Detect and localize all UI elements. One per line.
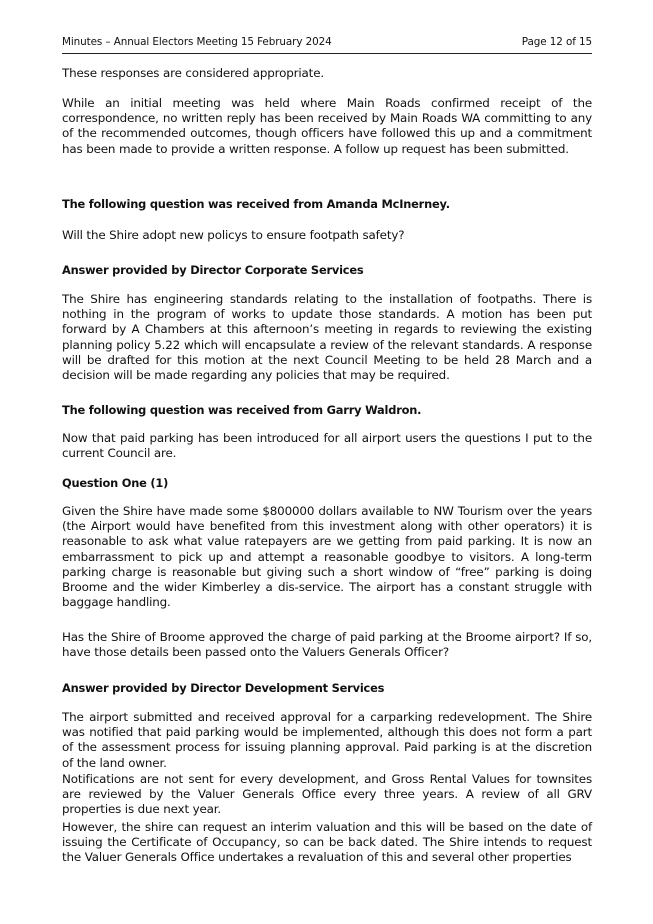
question-one-approval: Has the Shire of Broome approved the charge of paid parking at the Broome airport? If so, have those details been passed onto the Valuers Generals Officer? bbox=[62, 630, 592, 660]
heading-answer-development: Answer provided by Director Development Services bbox=[62, 681, 385, 695]
page-header bbox=[62, 36, 592, 52]
paragraph-main-roads: While an initial meeting was held where Main Roads confirmed receipt of the correspondence, no written reply has been received by Main Roads WA committing to any of the recommended outcomes, though officers have followed this up and a commitment has been made to provide a written response. A follow up request has been submitted. bbox=[62, 96, 592, 156]
answer-footpath-standards: The Shire has engineering standards relating to the installation of footpaths. There is nothing in the program of works to update those standards. A motion has been put forward by A Chambers at this afternoon’s meeting in regards to reviewing the existing planning policy 5.22 which will encapsulate a review of the relevant standards. A response will be drafted for this motion at the next Council Meeting to be held 28 March and a decision will be made regarding any policies that may be required. bbox=[62, 292, 592, 383]
header-title: Minutes – Annual Electors Meeting 15 February 2024 bbox=[62, 36, 332, 48]
heading-question-one: Question One (1) bbox=[62, 476, 169, 490]
header-divider bbox=[62, 53, 592, 54]
answer-interim-valuation: However, the shire can request an interim valuation and this will be based on the date of issuing the Certificate of Occupancy, so can be back dated. The Shire intends to request the Valuer Generals Office undertakes a revaluation of this and several other properties bbox=[62, 820, 592, 865]
heading-question-mcinerney: The following question was received from Amanda McInerney. bbox=[62, 197, 450, 211]
heading-answer-corporate: Answer provided by Director Corporate Services bbox=[62, 263, 364, 277]
question-footpath-safety: Will the Shire adopt new policys to ensure footpath safety? bbox=[62, 228, 405, 242]
question-one-text: Given the Shire have made some $800000 dollars available to NW Tourism over the years (the Airport would have benefited from this investment along with other operators) it is reasonable to ask what value ratepayers are we getting from paid parking. It is now an embarrassment to pick up and attempt a reasonable goodbye to visitors. A long-term parking charge is reasonable but giving such a short window of “free” parking is doing Broome and the wider Kimberley a dis-service. The airport has a constant struggle with baggage handling. bbox=[62, 504, 592, 610]
heading-question-waldron: The following question was received from Garry Waldron. bbox=[62, 403, 422, 417]
page-number: Page 12 of 15 bbox=[521, 36, 592, 48]
answer-grv-review: Notifications are not sent for every development, and Gross Rental Values for townsites are reviewed by the Valuer Generals Office every three years. A review of all GRV properties is due next year. bbox=[62, 772, 592, 817]
paragraph-responses: These responses are considered appropriate. bbox=[62, 66, 324, 80]
answer-carparking-approval: The airport submitted and received approval for a carparking redevelopment. The Shire was notified that paid parking would be implemented, although this does not form a part of the assessment process for issuing planning approval. Paid parking is at the discretion of the land owner. bbox=[62, 710, 592, 770]
paragraph-paid-parking-intro: Now that paid parking has been introduced for all airport users the questions I put to the current Council are. bbox=[62, 431, 592, 461]
